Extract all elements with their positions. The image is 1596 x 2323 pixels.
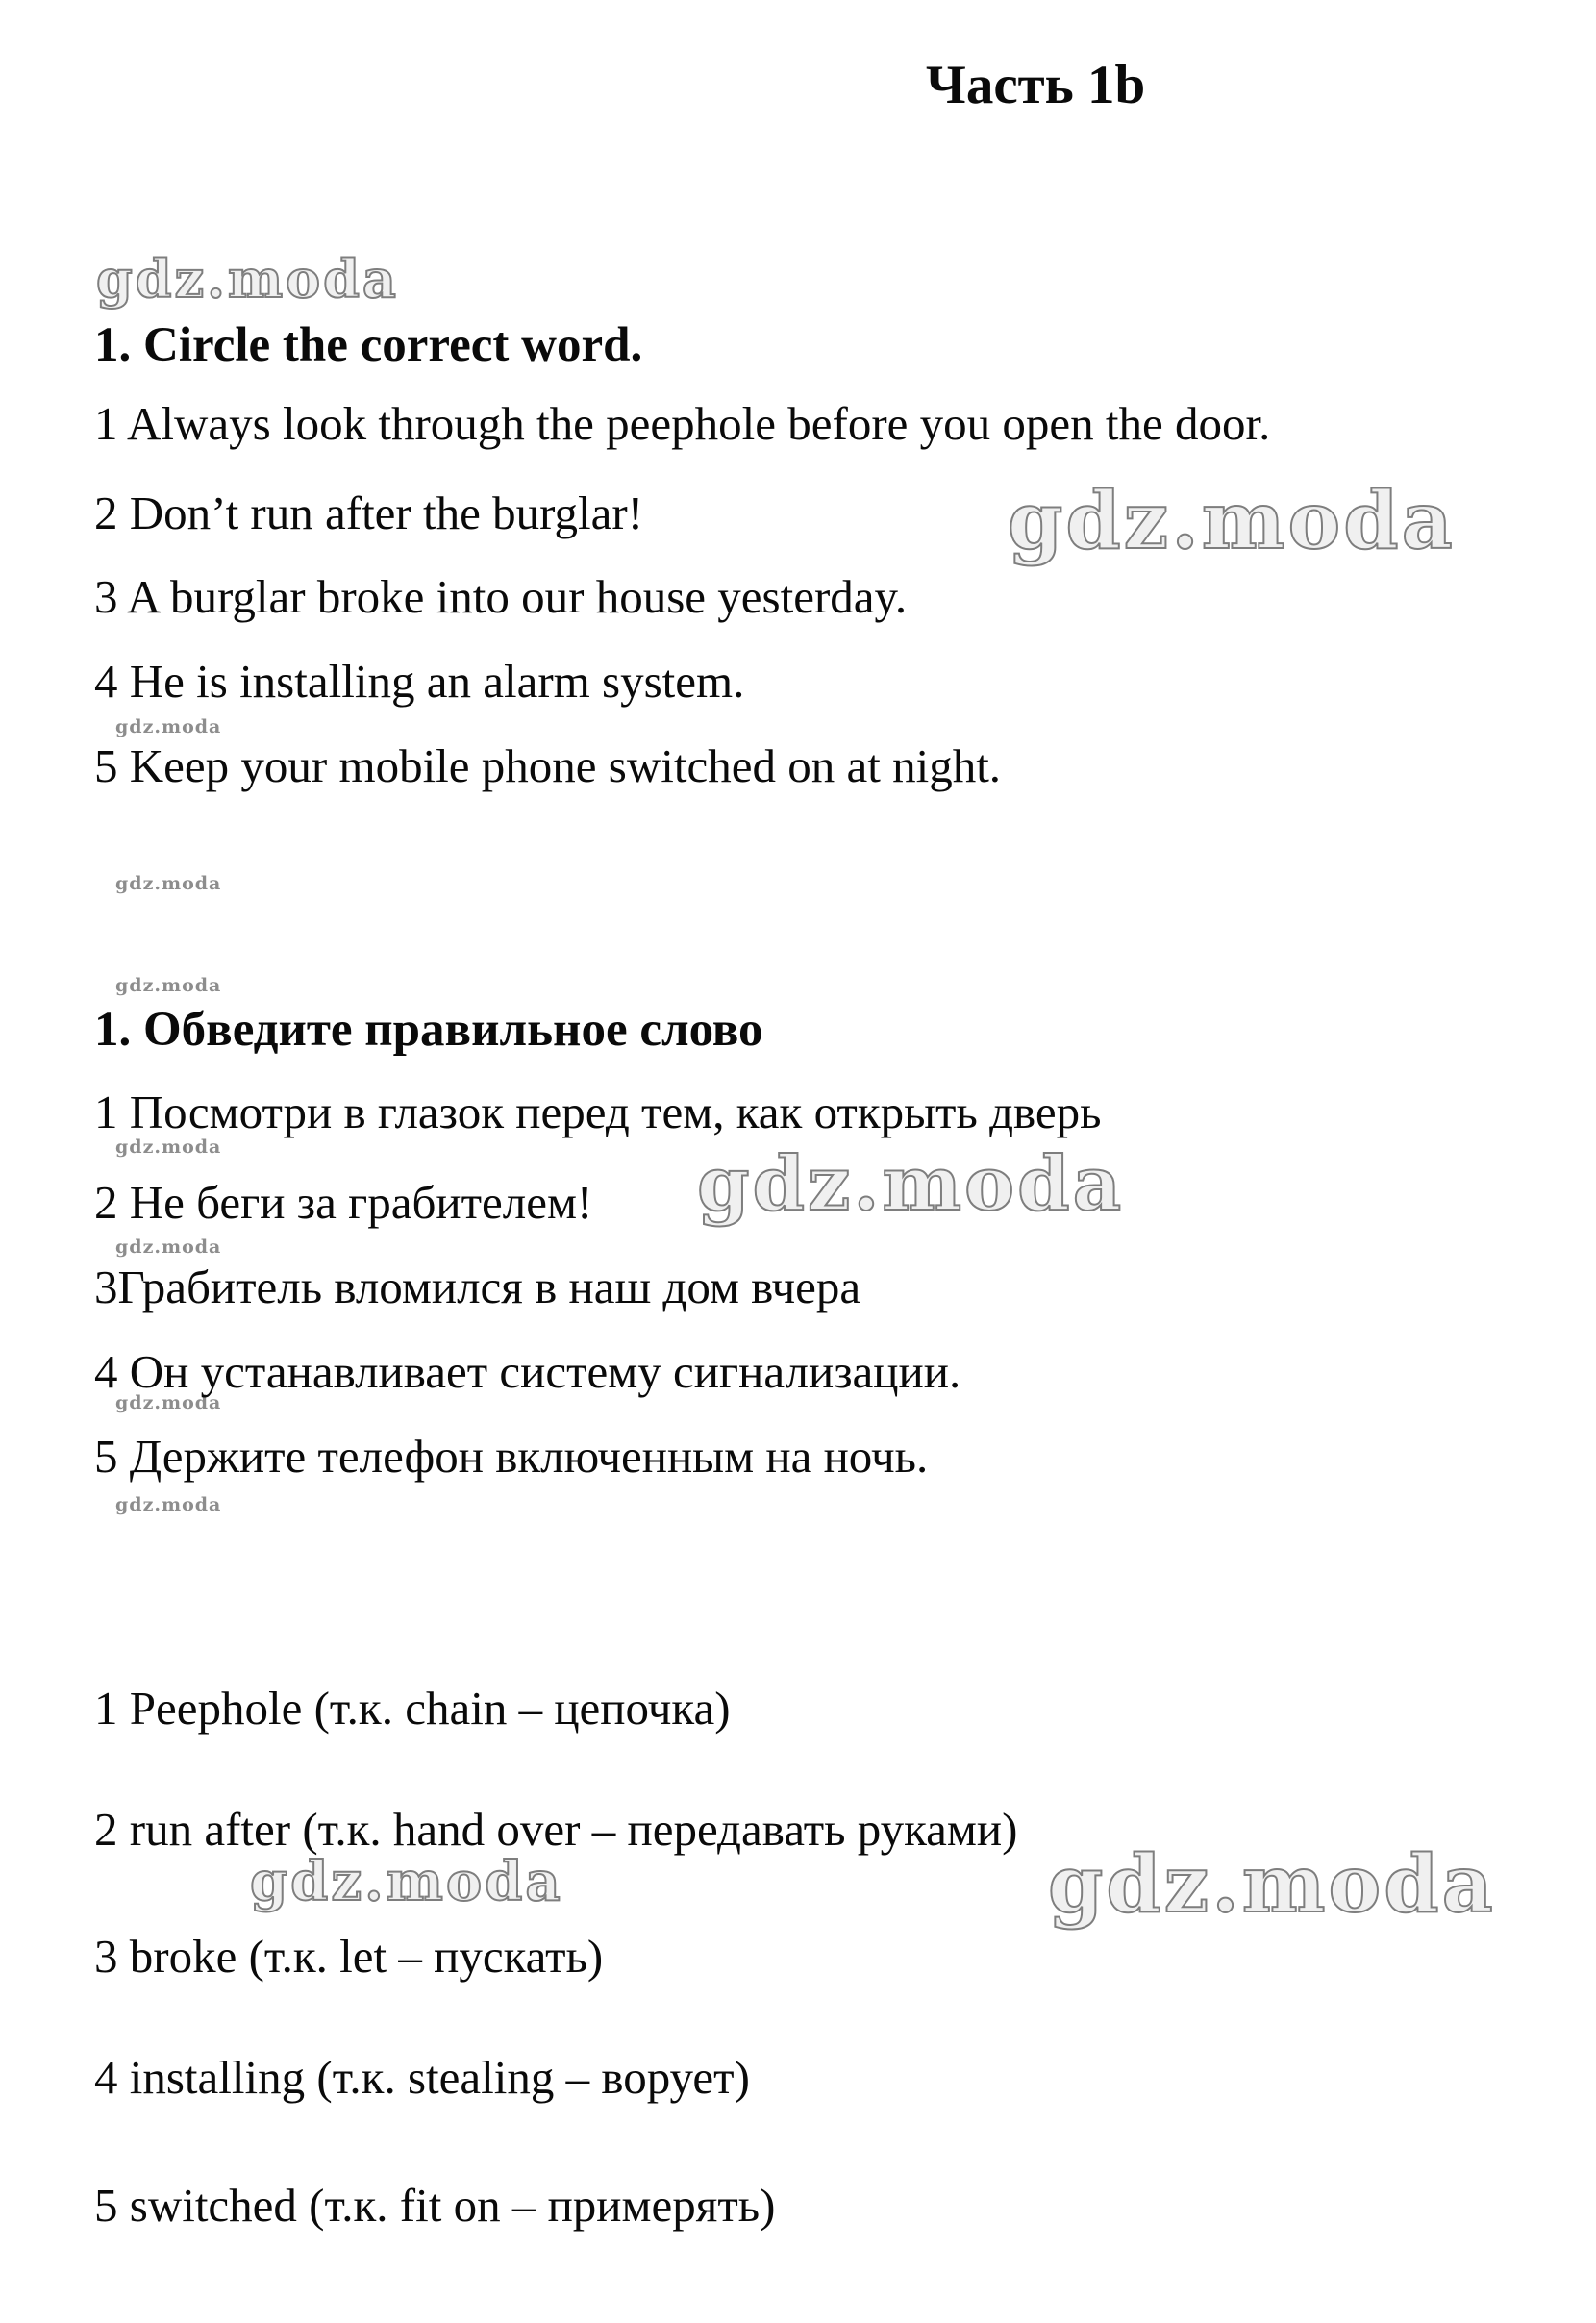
russian-item-4: 4 Он устанавливает систему сигнализации.: [94, 1345, 961, 1398]
russian-item-3: 3Грабитель вломился в наш дом вчера: [94, 1261, 861, 1313]
watermark-gdz-moda-small: gdz.moda: [115, 1236, 222, 1258]
english-item-3: 3 A burglar broke into our house yesterday.: [94, 570, 908, 623]
watermark-gdz-moda-small: gdz.moda: [115, 1137, 222, 1158]
watermark-gdz-moda: gdz.moda: [250, 1850, 563, 1913]
english-item-1: 1 Always look through the peephole before you open the door.: [94, 397, 1271, 450]
watermark-gdz-moda: gdz.moda: [697, 1140, 1125, 1228]
answer-item-2: 2 run after (т.к. hand over – передавать руками): [94, 1803, 1018, 1856]
english-item-5: 5 Keep your mobile phone switched on at night.: [94, 739, 1002, 792]
english-item-2: 2 Don’t run after the burglar!: [94, 487, 644, 539]
watermark-gdz-moda-small: gdz.moda: [115, 1494, 222, 1515]
answer-item-5: 5 switched (т.к. fit on – примерять): [94, 2179, 776, 2232]
english-section-heading: 1. Circle the correct word.: [94, 318, 643, 372]
page-title: Часть 1b: [926, 55, 1146, 115]
watermark-gdz-moda-small: gdz.moda: [115, 1392, 222, 1413]
russian-item-2: 2 Не беги за грабителем!: [94, 1176, 593, 1229]
answer-item-3: 3 broke (т.к. let – пускать): [94, 1930, 604, 1983]
english-item-4: 4 He is installing an alarm system.: [94, 655, 745, 708]
watermark-gdz-moda: gdz.moda: [96, 248, 399, 310]
russian-item-5: 5 Держите телефон включенным на ночь.: [94, 1430, 929, 1483]
watermark-gdz-moda: gdz.moda: [1048, 1838, 1496, 1931]
russian-item-1: 1 Посмотри в глазок перед тем, как открыть дверь: [94, 1086, 1102, 1138]
watermark-gdz-moda-small: gdz.moda: [115, 873, 222, 894]
watermark-gdz-moda: gdz.moda: [1008, 475, 1456, 567]
answer-item-4: 4 installing (т.к. stealing – ворует): [94, 2051, 750, 2104]
watermark-gdz-moda-small: gdz.moda: [115, 716, 222, 737]
russian-section-heading: 1. Обведите правильное слово: [94, 1003, 763, 1057]
answer-item-1: 1 Peephole (т.к. chain – цепочка): [94, 1682, 731, 1735]
watermark-gdz-moda-small: gdz.moda: [115, 975, 222, 996]
